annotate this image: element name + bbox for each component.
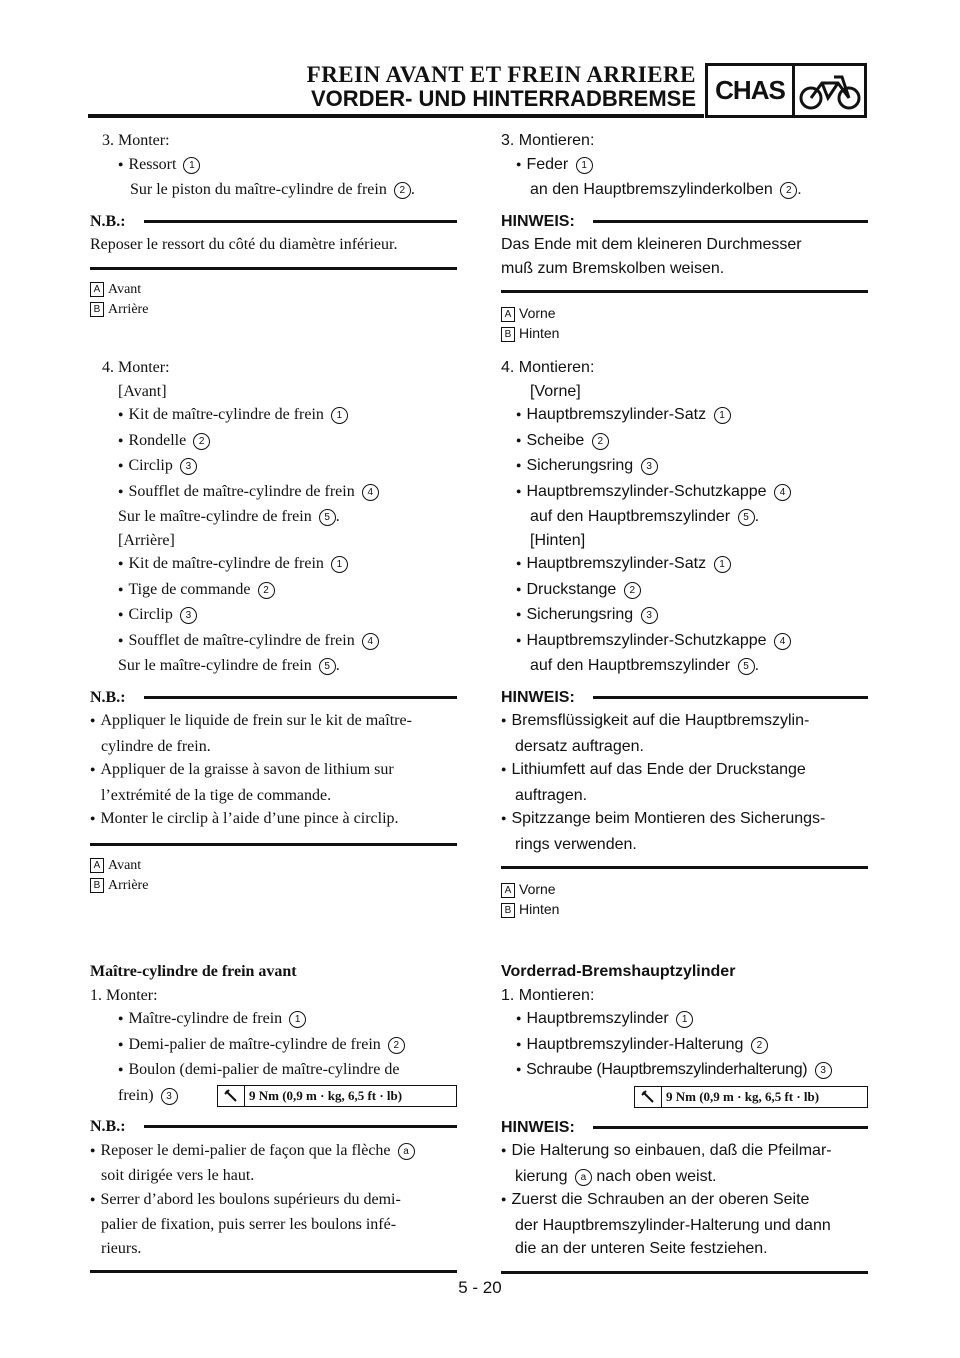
left-step-3: 3. Monter: ● Ressort 1 Sur le piston du maître-cylindre de frein 2 . N.B.: Reposer le ressort du côté du diamètre inférieur. A Avant B Arrière	[90, 129, 457, 320]
note-heading: HINWEIS:	[501, 210, 868, 234]
left-master-cylinder: Maître-cylindre de frein avant 1. Monter: ● Maître-cylindre de frein 1 ● Demi-palier de maître-cylindre de frein 2 ● Boulon (demi-palier de maître-cylindre de frein) 3 9 Nm (0,9 m · kg, 6,5 ft · lb) N.B.: ● Reposer le demi-palier de façon que la flèche a soit dirigée vers le haut. ● Serrer d’abord les boulons supérieurs du demi- palier de fixation, puis serrer les boulons infé- rieurs.	[90, 960, 457, 1273]
section-label: CHAS	[708, 66, 795, 115]
note-heading: HINWEIS:	[501, 1116, 868, 1140]
title-german: VORDER- UND HINTERRADBREMSE	[310, 86, 696, 111]
torque-spec: 9 Nm (0,9 m · kg, 6,5 ft · lb)	[217, 1085, 457, 1107]
right-master-cylinder: Vorderrad-Bremshauptzylinder 1. Montieren: ● Hauptbremszylinder 1 ● Hauptbremszylinder-Halterung 2 ● Schraube (Hauptbremszylinderhalterung) 3 9 Nm (0,9 m · kg, 6,5 ft · lb) HINWEIS: ● Die Halterung so einbauen, daß die Pfeilmar- kierung a nach oben weist. ● Zuerst die Schrauben an der oberen Seite der Hauptbremszylinder-Halterung und dann die an der unteren Seite festziehen.	[501, 960, 868, 1274]
page-number: 5 - 20	[458, 1278, 502, 1297]
section-badge	[705, 63, 867, 118]
motorcycle-icon	[795, 66, 864, 115]
wrench-icon	[218, 1086, 245, 1106]
title-french: FREIN AVANT ET FREIN ARRIERE	[306, 62, 696, 87]
right-step-4: 4. Montieren: [Vorne] ● Hauptbremszylinder-Satz 1 ● Scheibe 2 ● Sicherungsring 3 ● Hauptbremszylinder-Schutzkappe 4 auf den Hauptbremszylinder 5 . [Hinten] ● Hauptbremszylinder-Satz 1 ● Druckstange 2 ● Sicherungsring 3 ● Hauptbremszylinder-Schutzkappe 4 auf den Hauptbremszylinder 5 . HINWEIS: ● Bremsflüssigkeit auf die Hauptbremszylin- dersatz auftragen. ● Lithiumfett auf das Ende der Druckstange auftragen. ● Spitzzange beim Montieren des Sicherungs- rings verwenden. A Vorne B Hinten	[501, 356, 868, 919]
header-rule	[88, 114, 704, 118]
wrench-icon	[635, 1087, 662, 1107]
note-heading: N.B.:	[90, 1115, 457, 1139]
note-heading: N.B.:	[90, 210, 457, 234]
left-step-4: 4. Monter: [Avant] ● Kit de maître-cylindre de frein 1 ● Rondelle 2 ● Circlip 3 ● Soufflet de maître-cylindre de frein 4 Sur le maître-cylindre de frein 5 . [Arrière] ● Kit de maître-cylindre de frein 1 ● Tige de commande 2 ● Circlip 3 ● Soufflet de maître-cylindre de frein 4 Sur le maître-cylindre de frein 5 . N.B.: ● Appliquer le liquide de frein sur le kit de maître- cylindre de frein. ● Appliquer de la graisse à savon de lithium sur l’extrémité de la tige de commande. ● Monter le circlip à l’aide d’une pince à circlip. A Avant B Arrière	[90, 356, 457, 896]
right-step-3: 3. Montieren: ● Feder 1 an den Hauptbremszylinderkolben 2 . HINWEIS: Das Ende mit dem kleineren Durchmesser muß zum Bremskolben weisen. A Vorne B Hinten	[501, 129, 868, 343]
note-heading: N.B.:	[90, 686, 457, 710]
torque-spec: 9 Nm (0,9 m · kg, 6,5 ft · lb)	[634, 1086, 868, 1108]
note-heading: HINWEIS:	[501, 686, 868, 710]
